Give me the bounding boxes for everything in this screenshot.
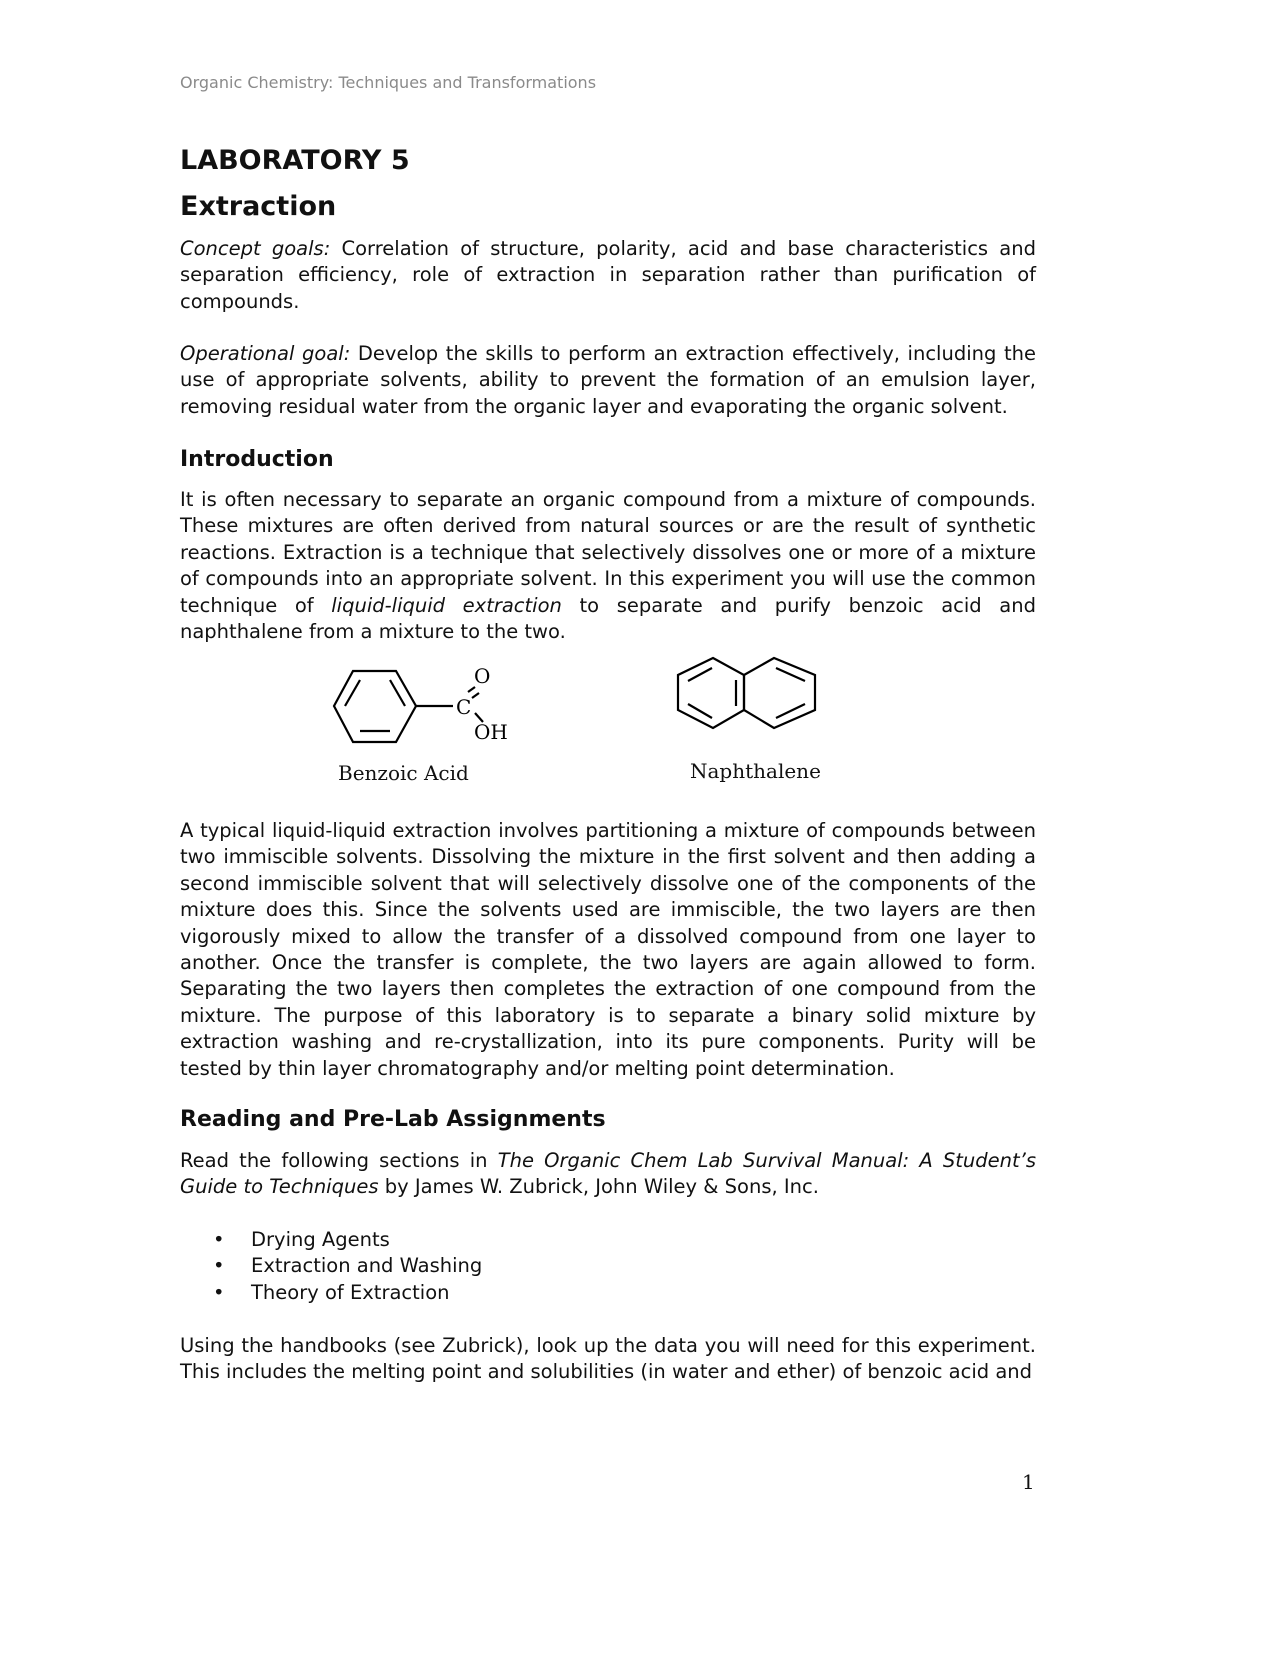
hydroxyl-label: OH [474,720,508,744]
benzoic-acid-caption: Benzoic Acid [338,761,469,785]
carbon-label: C [456,695,472,719]
intro-text-b: to separate and purify benzoic acid and naphthalene from a mixture to the two. [180,593,1036,644]
concept-goals [180,236,1036,315]
reading-text-a: Read the following sections in [180,1149,498,1172]
extraction-paragraph: A typical liquid-liquid extraction involves partitioning a mixture of compounds between two immiscible solvents. Dissolving the mixture in the first solvent and then adding a second immiscible solvent that will selectively dissolve one of the components of the mixture does this. Since the solvents used are immiscible, the two layers are then vigorously mixed to allow the transfer of a dissolved compound from one layer to another. Once the transfer is complete, the two layers are again allowed to form. Separating the two layers then completes the extraction of one compound from the mixture. The purpose of this laboratory is to separate a binary solid mixture by extraction washing and re-crystallization, into its pure components. Purity will be tested by thin layer chromatography and/or melting point determination. [180,819,1036,1080]
page-title: Extraction [180,191,337,222]
intro-emphasis: liquid-liquid extraction [331,593,562,617]
reading-list [210,1227,482,1306]
reading-paragraph [180,1148,1036,1201]
concept-label: Concept goals: [180,237,331,260]
list-item: • Extraction and Washing [210,1253,482,1279]
list-item: • Drying Agents [210,1227,482,1253]
handbook-paragraph: Using the handbooks (see Zubrick), look up the data you will need for this experiment. This includes the melting point and solubilities (in water and ether) of benzoic acid and [180,1334,1036,1384]
list-item: • Theory of Extraction [210,1280,482,1306]
prelab-heading: Reading and Pre-Lab Assignments [180,1107,606,1132]
intro-paragraph [180,487,1036,645]
operational-text: Develop the skills to perform an extraction effectively, including the use of appropriate solvents, ability to prevent the formation of an emulsion layer, removing residual water from the organic layer and evaporating the organic solvent. [180,342,1036,418]
introduction-heading: Introduction [180,447,334,472]
naphthalene-structure [670,650,830,740]
reading-text-b: by James W. Zubrick, John Wiley & Sons, Inc. [378,1175,819,1199]
benzoic-acid-structure [320,650,520,760]
running-header: Organic Chemistry: Techniques and Transformations [180,73,597,92]
concept-text: Correlation of structure, polarity, acid and base characteristics and separation efficiency, role of extraction in separation rather than purification of compounds. [180,237,1036,313]
lab-title: LABORATORY 5 [180,145,410,176]
operational-label: Operational goal: [180,342,351,365]
page-number: 1 [1022,1470,1035,1494]
intro-text-a: It is often necessary to separate an organic compound from a mixture of compounds. These mixtures are often derived from natural sources or are the result of synthetic reactions. Extraction is a technique that selectively dissolves one or more of a mixture of compounds into an appropriate solvent. In this experiment you will use the common technique of [180,488,1036,617]
operational-goal [180,341,1036,420]
oxygen-label: O [474,664,491,688]
book-title: The Organic Chem Lab Survival Manual: A Student’s Guide to Techniques [180,1149,1037,1199]
naphthalene-caption: Naphthalene [690,759,821,783]
